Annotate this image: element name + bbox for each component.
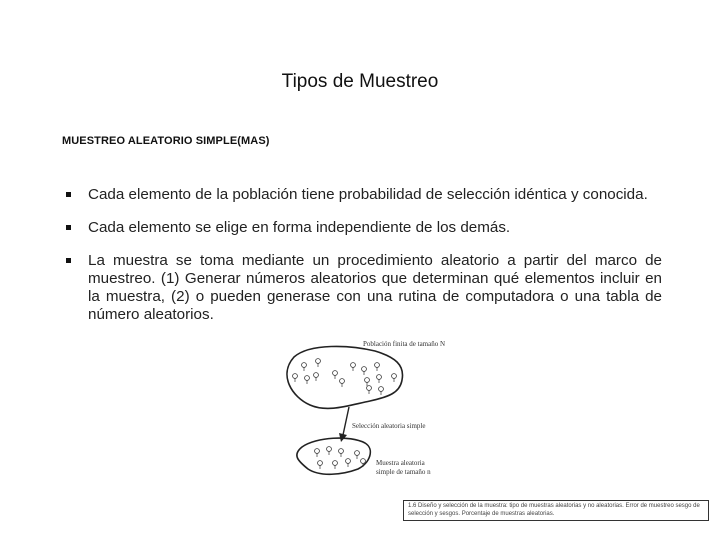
bullet-item (62, 219, 662, 237)
sample-blob (297, 438, 370, 474)
bullet-item (62, 252, 662, 324)
selection-arrow-line (343, 407, 349, 435)
bullet-text: La muestra se toma mediante un procedimiento aleatorio a partir del marco de muestreo. (1) Generar números aleatorios que determinan qué elementos incluir en la muestra, (2) o pueden generase con una rutina de computadora o una tabla de número aleatorios. (88, 252, 662, 323)
bullet-square-icon (66, 225, 71, 230)
section-heading: MUESTREO ALEATORIO SIMPLE(MAS) (62, 135, 270, 147)
population-label: Población finita de tamaño N (363, 340, 446, 348)
slide-title: Tipos de Muestreo (281, 71, 439, 92)
bullet-square-icon (66, 258, 71, 263)
source-caption: 1.6 Diseño y selección de la muestra: tipo de muestras aleatorias y no aleatorias. Error de muestreo sesgo de selección y sesgos. Porcentaje de muestras aleatorias. (403, 500, 709, 521)
bullet-text: Cada elemento se elige en forma independiente de los demás. (88, 219, 511, 236)
bullet-list (62, 186, 662, 339)
population-elements (293, 359, 397, 392)
sample-label-line1: Muestra aleatoria (376, 459, 425, 467)
sampling-diagram (280, 335, 480, 495)
sample-elements (315, 447, 366, 466)
bullet-text: Cada elemento de la población tiene probabilidad de selección idéntica y conocida. (88, 186, 648, 203)
sample-label-line2: simple de tamaño n (376, 468, 431, 476)
bullet-item (62, 186, 662, 204)
sample-element-stems (317, 452, 363, 470)
selection-label: Selección aleatoria simple (352, 422, 426, 430)
bullet-square-icon (66, 192, 71, 197)
